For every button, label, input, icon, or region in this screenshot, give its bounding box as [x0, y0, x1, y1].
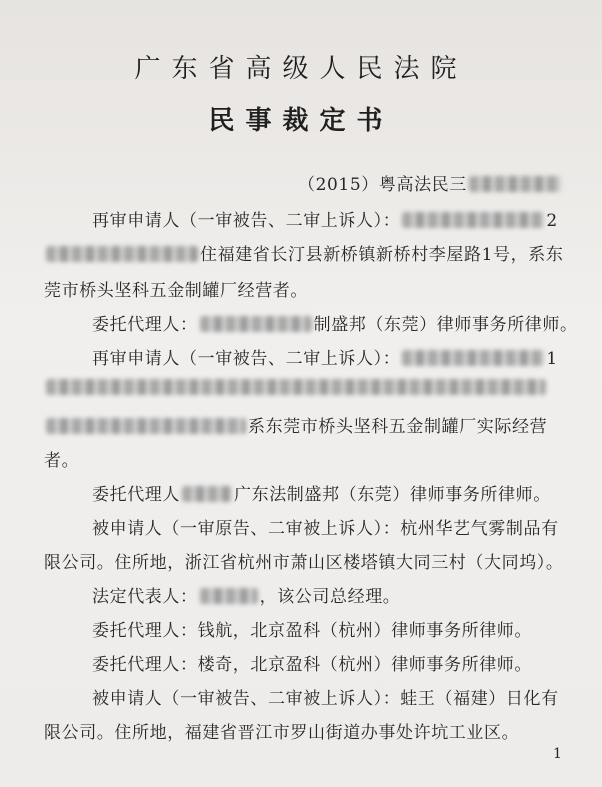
redacted-text: [182, 486, 232, 502]
text-segment: 法定代表人：: [92, 587, 198, 607]
text-segment: 2: [546, 211, 558, 231]
paragraph-line-5: [92, 344, 558, 369]
text-segment: 系东莞市桥头坚科五金制罐厂实际经营: [248, 417, 548, 437]
paragraph-line-14: [92, 650, 532, 675]
redacted-text: [402, 212, 544, 228]
case-number: （2015）粤高法民三: [298, 175, 467, 195]
paragraph-line-9: [92, 480, 551, 505]
document-type-title: 民事裁定书: [208, 106, 394, 136]
text-segment: 再审申请人（一审被告、二审上诉人）：: [92, 211, 401, 231]
redacted-case-number: [469, 176, 561, 192]
text-segment: 广东法制盛邦（东莞）律师事务所律师。: [234, 485, 551, 505]
paragraph-line-2: [44, 240, 563, 265]
redacted-text: [200, 316, 312, 332]
text-segment: 住福建省长汀县新桥镇新桥村李屋路1号，系东: [200, 245, 564, 265]
paragraph-line-12: [92, 582, 400, 607]
paragraph-line-16: [44, 718, 519, 743]
paragraph-line-15: [92, 684, 559, 709]
paragraph-line-1: [92, 206, 558, 231]
text-segment: 者。: [44, 451, 80, 471]
text-segment: 1: [546, 349, 558, 369]
redacted-text: [46, 246, 198, 262]
text-segment: 被申请人（一审被告、二审被上诉人）：蛙王（福建）日化有: [92, 689, 559, 709]
paragraph-line-4: [92, 310, 578, 335]
text-segment: 被申请人（一审原告、二审被上诉人）：杭州华艺气雾制品有: [92, 519, 559, 539]
redacted-text: [46, 418, 246, 434]
page-number: 1: [553, 746, 562, 762]
redacted-text: [46, 379, 546, 395]
paragraph-line-8: [44, 446, 79, 471]
text-segment: 再审申请人（一审被告、二审上诉人）：: [92, 349, 401, 369]
text-segment: 委托代理人：: [92, 315, 198, 335]
paragraph-line-11: [44, 548, 564, 573]
text-segment: 委托代理人：钱航，北京盈科（杭州）律师事务所律师。: [92, 621, 532, 641]
text-segment: 莞市桥头坚科五金制罐厂经营者。: [44, 281, 308, 301]
paragraph-line-13: [92, 616, 532, 641]
court-name: 广东省高级人民法院: [134, 54, 468, 84]
paragraph-line-6: [44, 378, 548, 398]
text-segment: ，该公司总经理。: [259, 587, 401, 607]
paragraph-line-10: [92, 514, 559, 539]
paragraph-line-3: [44, 276, 308, 301]
redacted-text: [402, 350, 544, 366]
text-segment: 限公司。住所地，福建省晋江市罗山街道办事处许坑工业区。: [44, 723, 520, 743]
paragraph-line-7: [44, 412, 547, 437]
text-segment: 委托代理人: [92, 485, 180, 505]
redacted-text: [200, 588, 258, 604]
text-segment: 限公司。住所地，浙江省杭州市萧山区楼塔镇大同三村（大同坞）。: [44, 553, 564, 573]
text-segment: 制盛邦（东莞）律师事务所律师。: [313, 315, 578, 335]
case-number-line: [298, 170, 563, 195]
text-segment: 委托代理人：楼奇，北京盈科（杭州）律师事务所律师。: [92, 655, 532, 675]
